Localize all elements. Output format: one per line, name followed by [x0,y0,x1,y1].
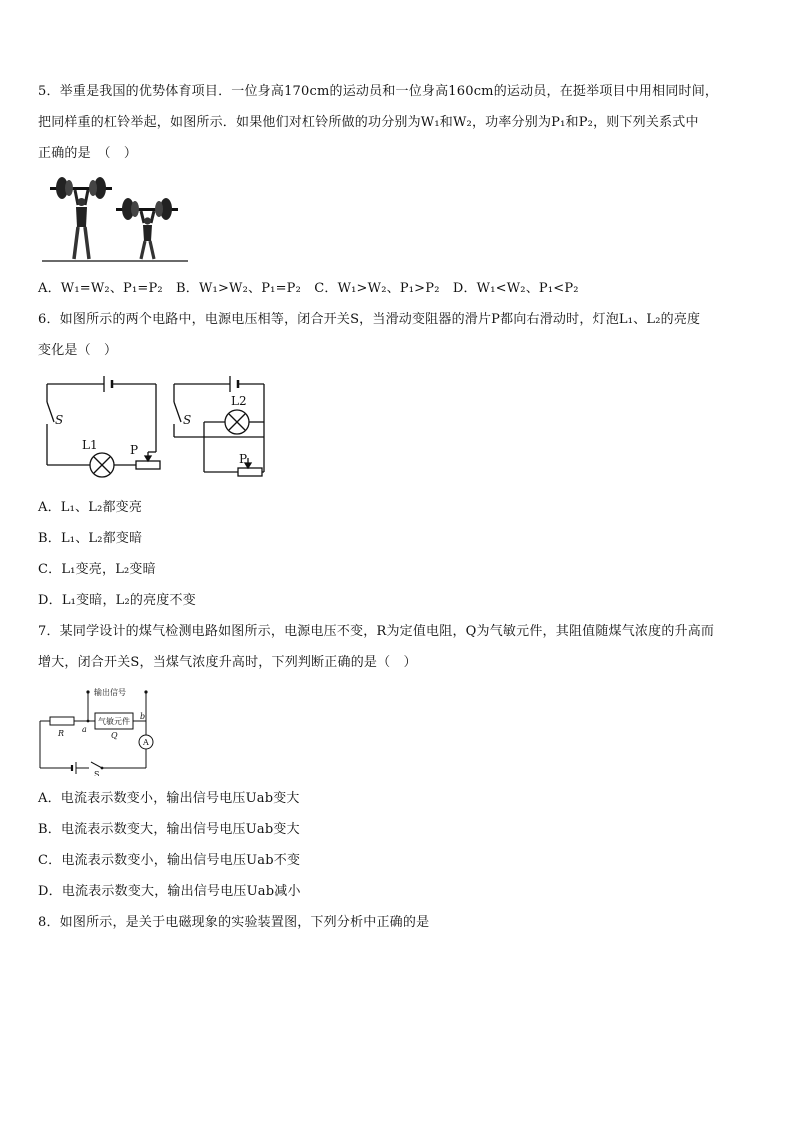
switch-s-right-icon [174,402,181,422]
sensor-q-label: Q [111,731,118,740]
q6-option-c: C．L₁变亮，L₂变暗 [38,562,156,577]
point-b-label: b [140,712,146,721]
weightlifters-figure [40,175,190,267]
q7-option-c: C．电流表示数变小，输出信号电压Uab不变 [38,853,301,868]
q6-option-b: B．L₁、L₂都变暗 [38,531,143,546]
q6-option-a: A．L₁、L₂都变亮 [38,500,143,515]
lamp-l2-label: L2 [231,394,247,408]
switch-s-icon [91,762,102,768]
gas-detector-circuit-figure [38,684,158,776]
gas-sensor-label: 气敏元件 [98,717,130,726]
switch-s-right-label: S [183,413,192,427]
ammeter-label: A [143,738,149,747]
q5-options: A．W₁=W₂、P₁=P₂ B．W₁>W₂、P₁=P₂ C．W₁>W₂、P₁>P₂ D．W₁<W₂、P₁<P₂ [38,281,579,296]
switch-s-left-label: S [55,413,64,427]
lamp-l1-label: L1 [82,438,98,452]
q6-stem-line2: 变化是（ ） [38,343,118,358]
lifter-short-icon [116,198,178,259]
q7-option-b: B．电流表示数变大，输出信号电压Uab变大 [38,822,300,837]
q8-stem-line1: 8．如图所示，是关于电磁现象的实验装置图，下列分析中正确的是 [38,915,430,930]
q5-stem-line3: 正确的是 （ ） [38,146,138,161]
q7-stem-line1: 7．某同学设计的煤气检测电路如图所示，电源电压不变，R为定值电阻，Q为气敏元件，其阻值随煤气浓度的升高而 [38,624,715,639]
q5-stem-line2: 把同样重的杠铃举起，如图所示．如果他们对杠铃所做的功分别为W₁和W₂，功率分别为P₁和P₂，则下列关系式中 [38,115,699,130]
slider-p-right-label: P [239,452,248,466]
q6-option-d: D．L₁变暗，L₂的亮度不变 [38,593,196,608]
two-circuits-figure [40,372,270,482]
output-signal-label: 输出信号 [94,688,126,697]
left-circuit [47,376,160,477]
point-a-label: a [82,725,87,734]
slider-p-left-label: P [130,443,139,457]
resistor-r-icon [50,717,74,725]
q7-option-a: A．电流表示数变小，输出信号电压Uab变大 [38,791,300,806]
q6-stem-line1: 6．如图所示的两个电路中，电源电压相等，闭合开关S，当滑动变阻器的滑片P都向右滑动时，灯泡L₁、L₂的亮度 [38,312,701,327]
q7-stem-line2: 增大，闭合开关S，当煤气浓度升高时，下列判断正确的是（ ） [38,655,417,670]
switch-s-label: S [94,770,100,776]
q7-option-d: D．电流表示数变大，输出信号电压Uab减小 [38,884,301,899]
switch-s-left-icon [47,402,54,422]
resistor-r-label: R [58,729,65,738]
lifter-tall-icon [50,177,112,259]
q5-stem-line1: 5．举重是我国的优势体育项目．一位身高170cm的运动员和一位身高160cm的运动员，在挺举项目中用相同时间， [38,84,719,99]
rheostat-right-icon [238,468,262,476]
